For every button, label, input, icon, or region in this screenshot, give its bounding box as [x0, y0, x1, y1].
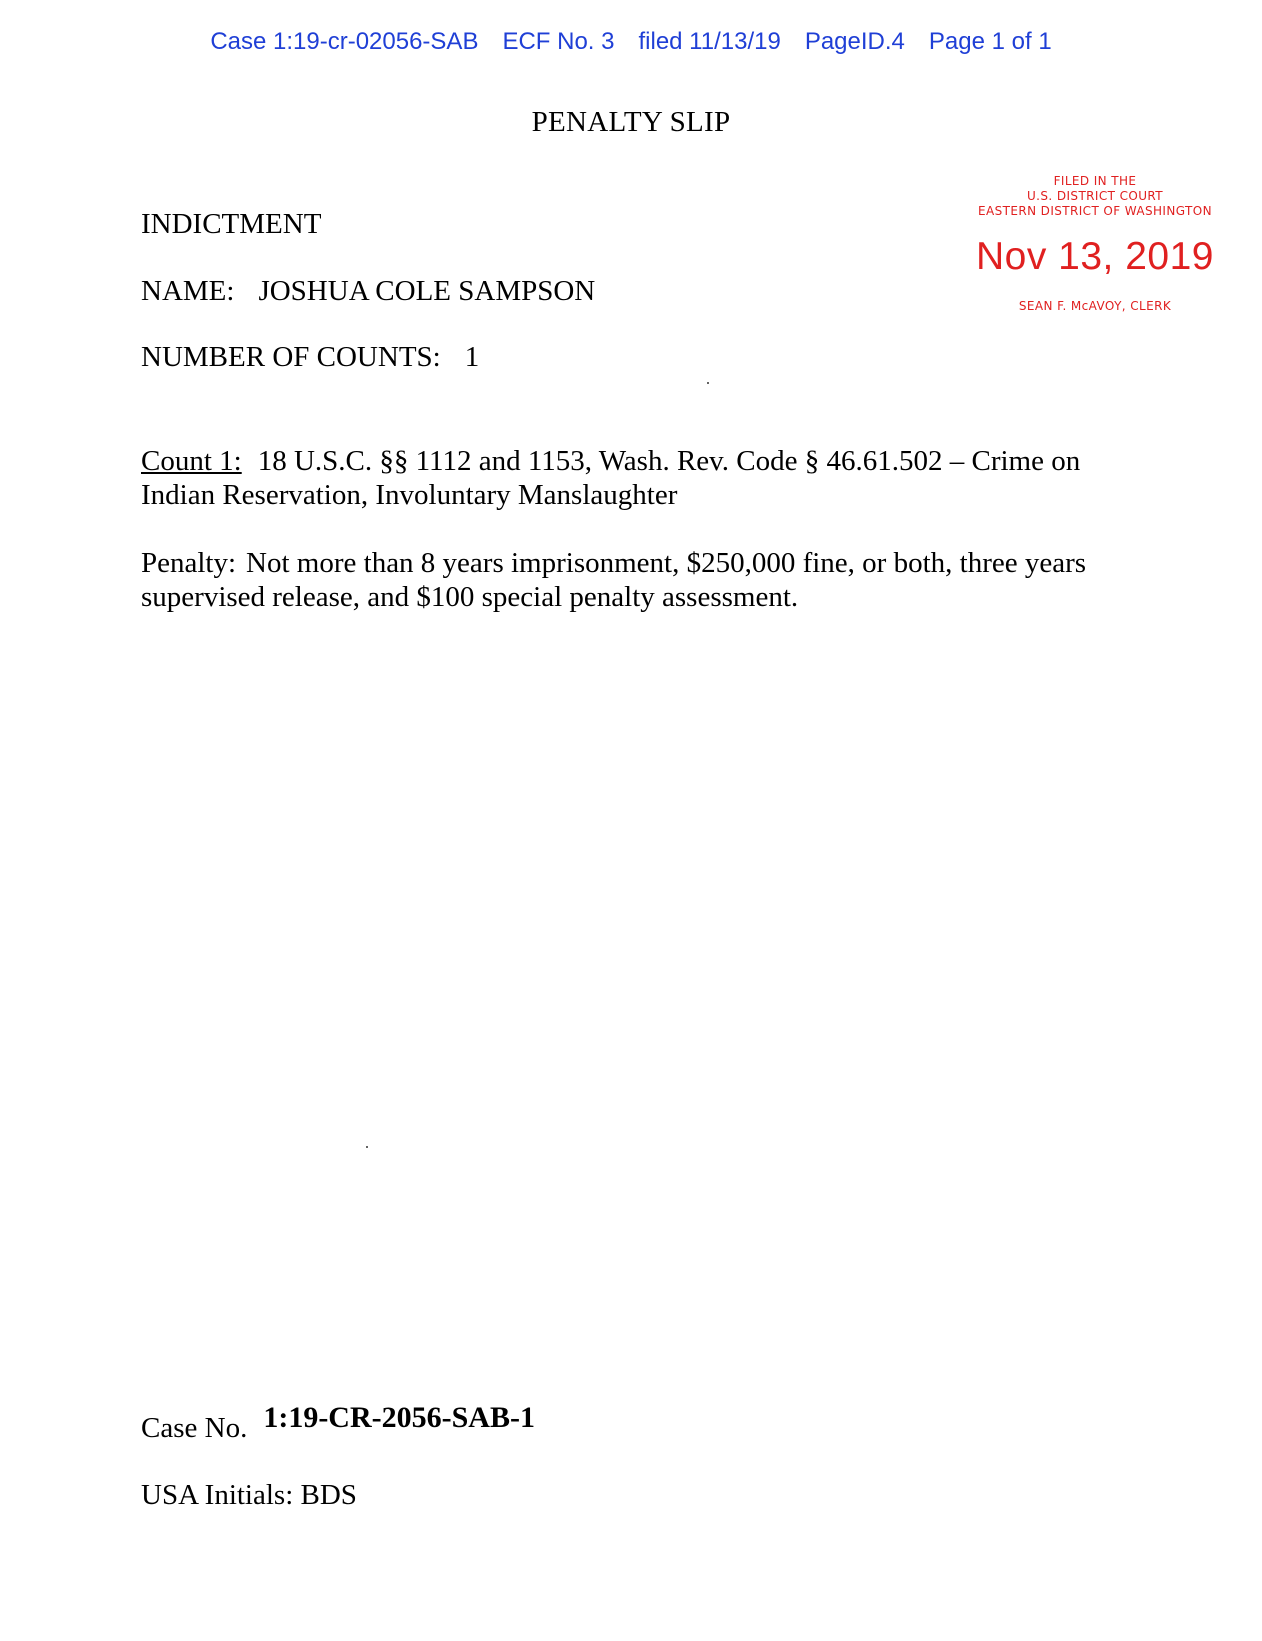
- case-number-value: 1:19-CR-2056-SAB-1: [263, 1401, 535, 1434]
- ecf-filed-date: filed 11/13/19: [638, 28, 781, 55]
- count-1-label: Count 1:: [141, 445, 242, 477]
- case-number-row: [141, 1401, 535, 1445]
- counts-label: NUMBER OF COUNTS:: [141, 341, 441, 373]
- defendant-name-row: [141, 275, 595, 308]
- stamp-line-2: U.S. DISTRICT COURT: [1027, 189, 1163, 203]
- ecf-number: ECF No. 3: [502, 28, 615, 55]
- ecf-header: [0, 28, 1262, 56]
- scan-speck: [707, 382, 709, 384]
- stamp-date: Nov 13, 2019: [975, 235, 1214, 278]
- penalty-label: Penalty:: [141, 547, 237, 579]
- indictment-heading: INDICTMENT: [141, 208, 322, 240]
- number-of-counts-row: [141, 341, 479, 374]
- page-title: PENALTY SLIP: [531, 106, 731, 138]
- defendant-name: JOSHUA COLE SAMPSON: [258, 275, 596, 307]
- case-number-label: Case No.: [141, 1412, 248, 1444]
- ecf-case-number: Case 1:19-cr-02056-SAB: [210, 28, 479, 55]
- name-label: NAME:: [141, 275, 235, 307]
- ecf-page-id: PageID.4: [804, 28, 905, 55]
- filed-stamp: [945, 174, 1245, 313]
- penalty-text: Not more than 8 years imprisonment, $250,000 fine, or both, three years supervised release, and $100 special penalty assessment.: [141, 547, 1087, 613]
- ecf-page-count: Page 1 of 1: [928, 28, 1052, 55]
- stamp-clerk: SEAN F. McAVOY, CLERK: [1018, 299, 1172, 313]
- stamp-line-1: FILED IN THE: [1053, 174, 1137, 188]
- counts-value: 1: [464, 341, 480, 373]
- stamp-line-3: EASTERN DISTRICT OF WASHINGTON: [978, 204, 1212, 218]
- count-1-text: 18 U.S.C. §§ 1112 and 1153, Wash. Rev. Code § 46.61.502 – Crime on Indian Reservation, Involuntary Manslaughter: [141, 445, 1081, 511]
- count-1-paragraph: [141, 444, 1141, 512]
- scan-speck: [366, 1146, 368, 1148]
- penalty-paragraph: [141, 546, 1141, 614]
- usa-initials: USA Initials: BDS: [141, 1479, 357, 1511]
